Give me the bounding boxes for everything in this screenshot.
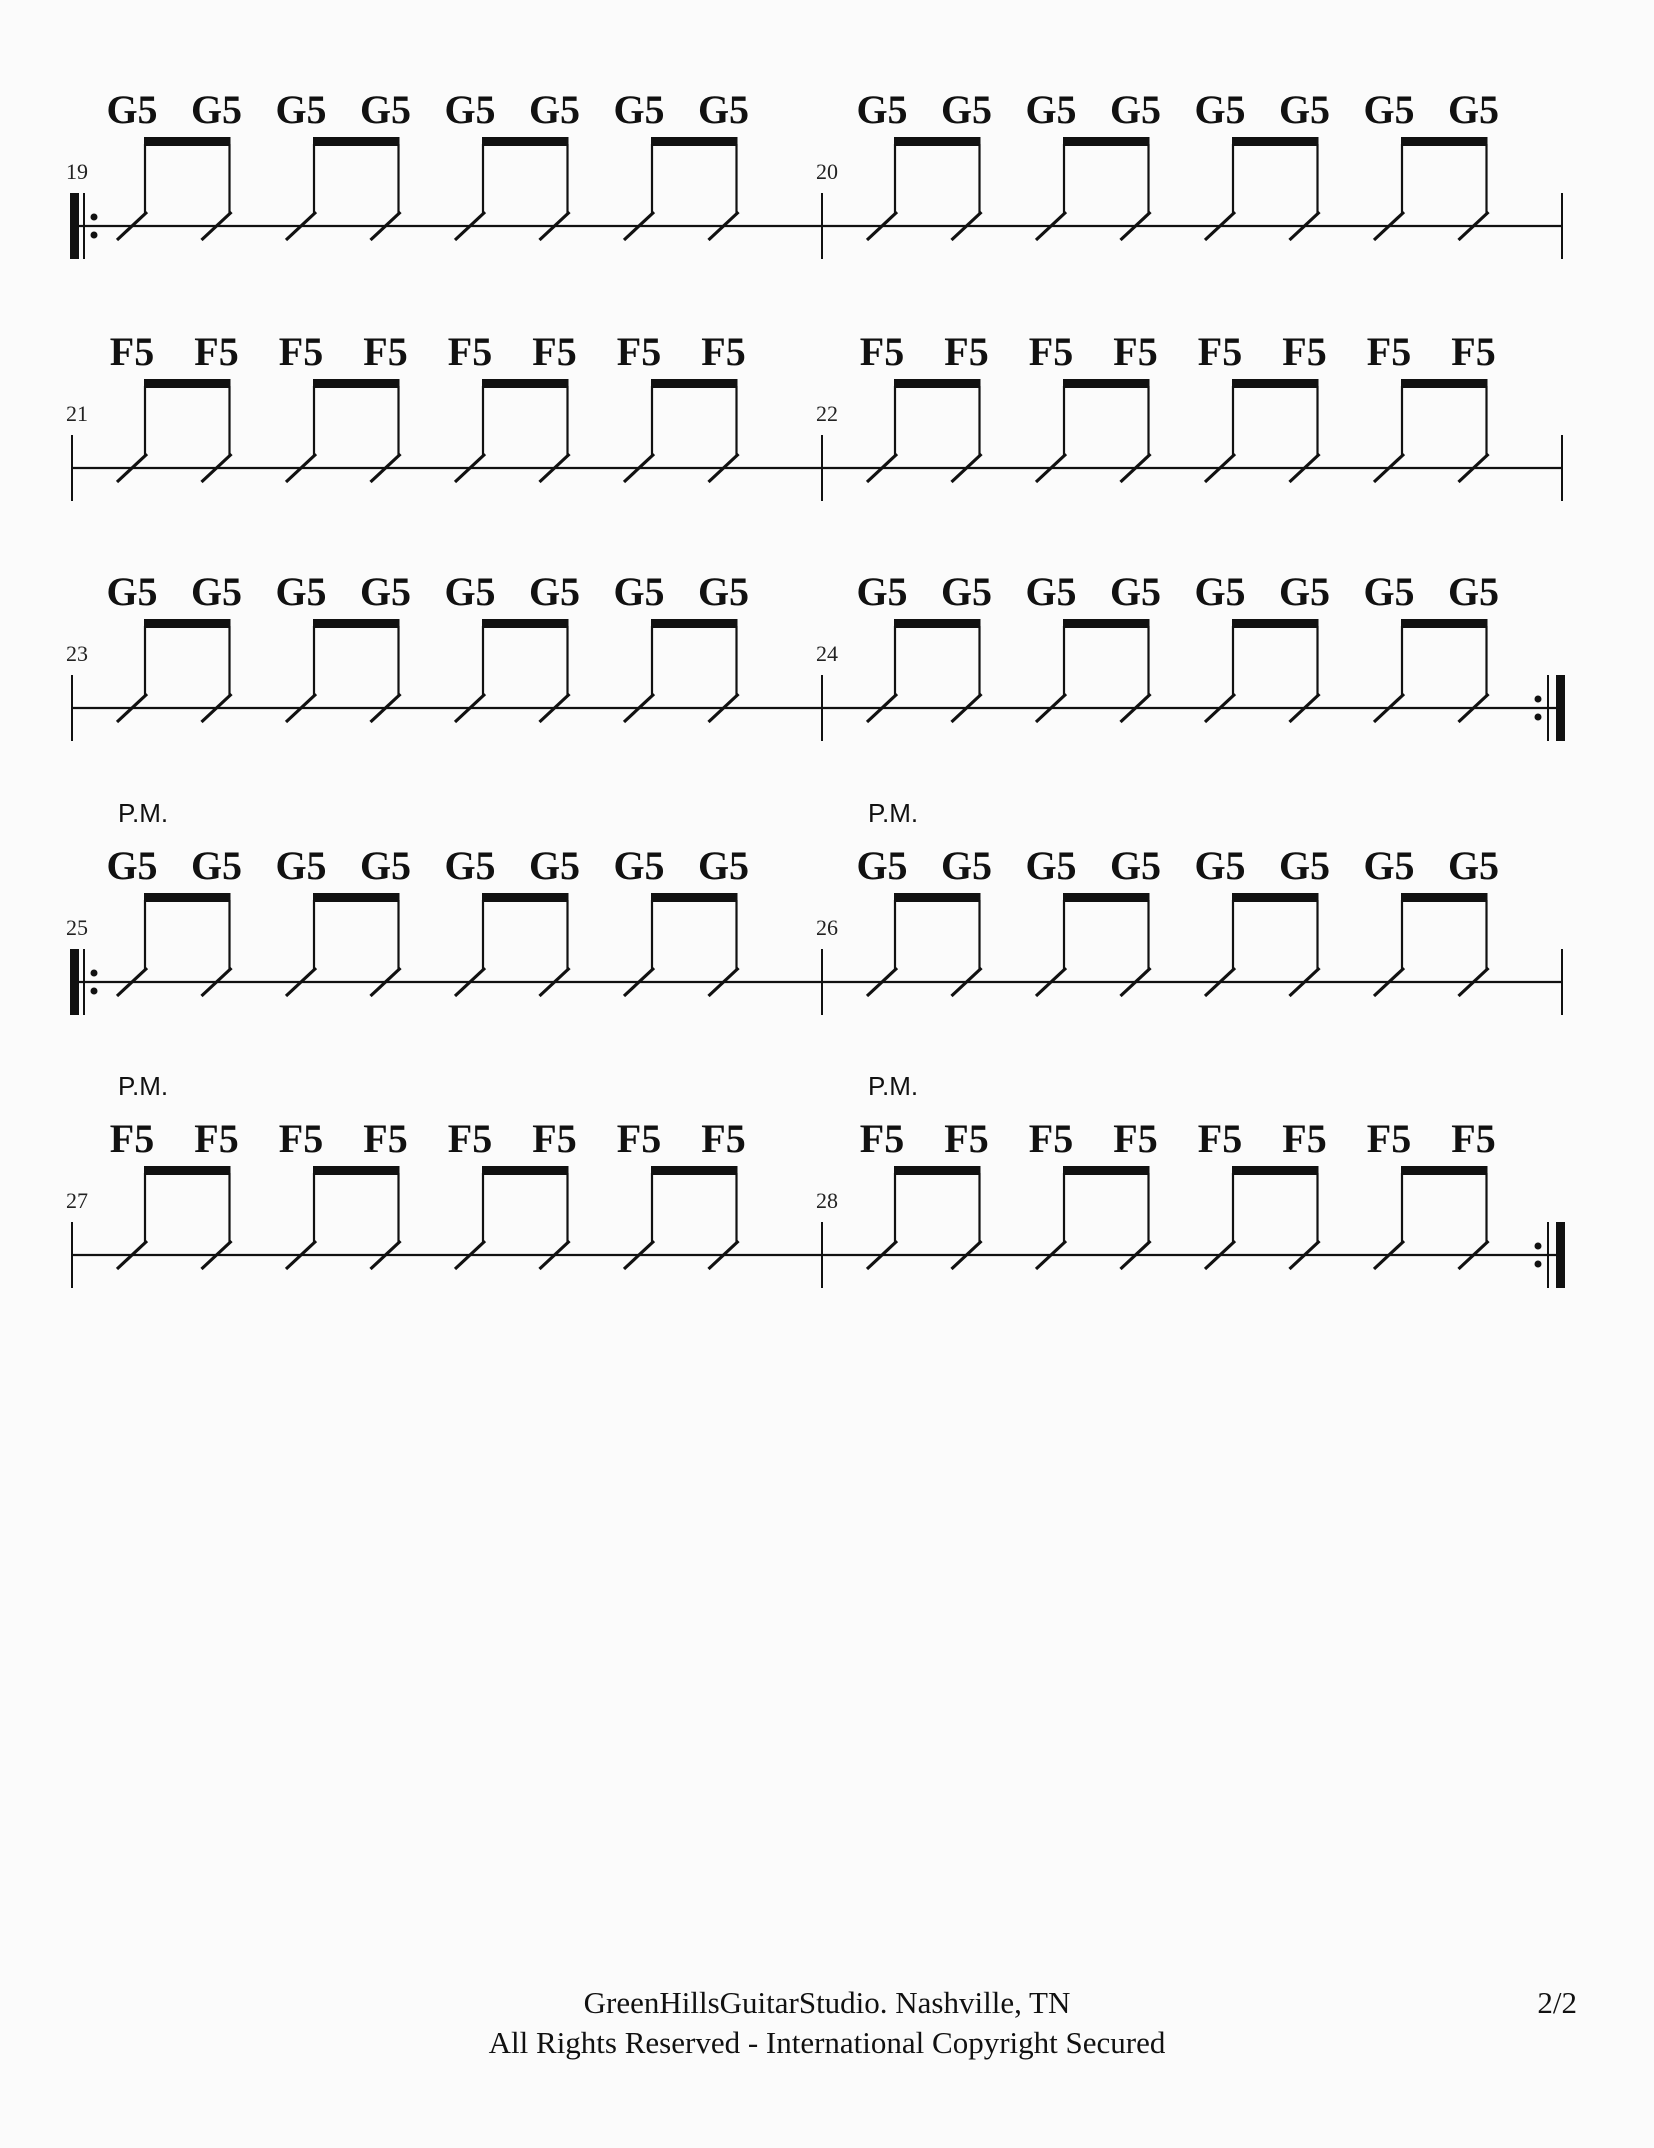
page-number: 2/2 xyxy=(1537,1985,1577,2020)
palm-mute-marking: P.M. xyxy=(868,798,919,828)
eighth-beam xyxy=(1401,379,1488,388)
chord-symbol: G5 xyxy=(1025,87,1077,132)
eighth-beam xyxy=(1063,893,1150,902)
system-4 xyxy=(66,798,1562,1015)
chord-symbol: G5 xyxy=(940,843,993,888)
chord-symbol: F5 xyxy=(447,1116,493,1161)
chord-symbol: G5 xyxy=(444,87,496,132)
measure-number: 20 xyxy=(816,159,838,184)
eighth-beam xyxy=(482,379,569,388)
repeat-dot xyxy=(91,214,98,221)
repeat-start-thick-bar xyxy=(70,193,79,259)
eighth-beam xyxy=(894,893,981,902)
eighth-beam xyxy=(894,1166,981,1175)
system-1 xyxy=(66,87,1562,259)
eighth-beam xyxy=(1232,619,1319,628)
repeat-end-thick-bar xyxy=(1556,675,1565,741)
eighth-beam xyxy=(144,1166,231,1175)
chord-symbol: F5 xyxy=(194,329,239,374)
chord-symbol: G5 xyxy=(106,87,158,132)
chord-symbol: G5 xyxy=(444,569,496,614)
chord-symbol: G5 xyxy=(1447,569,1500,614)
eighth-beam xyxy=(1401,1166,1488,1175)
eighth-beam xyxy=(894,137,981,146)
chord-symbol: F5 xyxy=(1451,329,1496,374)
eighth-beam xyxy=(313,1166,400,1175)
chord-symbol: G5 xyxy=(528,843,581,888)
chord-symbol: F5 xyxy=(278,329,324,374)
chord-symbol: G5 xyxy=(697,87,750,132)
measure-number: 27 xyxy=(66,1188,88,1213)
chord-symbol: G5 xyxy=(1447,87,1500,132)
system-3 xyxy=(66,569,1565,741)
chord-symbol: G5 xyxy=(190,87,243,132)
eighth-beam xyxy=(482,619,569,628)
chord-symbol: G5 xyxy=(1363,569,1415,614)
eighth-beam xyxy=(651,379,738,388)
chord-symbol: F5 xyxy=(859,1116,905,1161)
chord-symbol: F5 xyxy=(109,329,155,374)
repeat-start-thick-bar xyxy=(70,949,79,1015)
chord-symbol: G5 xyxy=(359,843,412,888)
eighth-beam xyxy=(144,137,231,146)
eighth-beam xyxy=(1063,379,1150,388)
measure-number: 19 xyxy=(66,159,88,184)
chord-symbol: G5 xyxy=(697,843,750,888)
chord-symbol: G5 xyxy=(190,843,243,888)
chord-symbol: F5 xyxy=(1366,1116,1412,1161)
eighth-beam xyxy=(651,1166,738,1175)
eighth-beam xyxy=(1232,379,1319,388)
repeat-dot xyxy=(91,232,98,239)
palm-mute-marking: P.M. xyxy=(118,1071,169,1101)
chord-symbol: G5 xyxy=(940,569,993,614)
repeat-dot xyxy=(1535,1261,1542,1268)
repeat-dot xyxy=(1535,696,1542,703)
measure-number: 26 xyxy=(816,915,838,940)
chord-symbol: F5 xyxy=(1282,329,1327,374)
eighth-beam xyxy=(651,619,738,628)
chord-symbol: G5 xyxy=(1447,843,1500,888)
chord-symbol: G5 xyxy=(856,569,908,614)
palm-mute-marking: P.M. xyxy=(118,798,169,828)
chord-symbol: G5 xyxy=(1278,87,1331,132)
chord-symbol: G5 xyxy=(528,87,581,132)
chord-symbol: F5 xyxy=(109,1116,155,1161)
measure-number: 23 xyxy=(66,641,88,666)
chord-symbol: G5 xyxy=(940,87,993,132)
chord-symbol: F5 xyxy=(701,329,746,374)
eighth-beam xyxy=(1232,1166,1319,1175)
chord-symbol: F5 xyxy=(1451,1116,1496,1161)
chord-symbol: G5 xyxy=(1194,569,1246,614)
chord-symbol: F5 xyxy=(1197,1116,1243,1161)
eighth-beam xyxy=(894,379,981,388)
chord-symbol: G5 xyxy=(106,843,158,888)
chord-symbol: F5 xyxy=(194,1116,239,1161)
eighth-beam xyxy=(144,379,231,388)
chord-symbol: G5 xyxy=(613,843,665,888)
eighth-beam xyxy=(1232,137,1319,146)
eighth-beam xyxy=(651,137,738,146)
chord-symbol: G5 xyxy=(1109,843,1162,888)
system-5 xyxy=(66,1071,1565,1288)
repeat-dot xyxy=(91,970,98,977)
eighth-beam xyxy=(1232,893,1319,902)
eighth-beam xyxy=(482,893,569,902)
chord-symbol: F5 xyxy=(363,1116,408,1161)
rhythm-systems xyxy=(66,87,1565,1288)
repeat-dot xyxy=(91,988,98,995)
chord-symbol: F5 xyxy=(859,329,905,374)
chord-symbol: F5 xyxy=(447,329,493,374)
chord-symbol: F5 xyxy=(1113,329,1158,374)
chord-symbol: F5 xyxy=(1028,329,1074,374)
chord-symbol: F5 xyxy=(944,1116,989,1161)
chord-symbol: G5 xyxy=(528,569,581,614)
chord-symbol: G5 xyxy=(697,569,750,614)
chord-symbol: G5 xyxy=(359,569,412,614)
chord-symbol: G5 xyxy=(190,569,243,614)
eighth-beam xyxy=(144,619,231,628)
chord-symbol: G5 xyxy=(1109,569,1162,614)
eighth-beam xyxy=(144,893,231,902)
chord-symbol: F5 xyxy=(1282,1116,1327,1161)
chord-symbol: F5 xyxy=(1197,329,1243,374)
chord-symbol: G5 xyxy=(1025,843,1077,888)
eighth-beam xyxy=(651,893,738,902)
chord-symbol: G5 xyxy=(1109,87,1162,132)
eighth-beam xyxy=(1401,619,1488,628)
eighth-beam xyxy=(1063,619,1150,628)
chord-symbol: G5 xyxy=(275,569,327,614)
chord-symbol: G5 xyxy=(106,569,158,614)
eighth-beam xyxy=(313,619,400,628)
measure-number: 24 xyxy=(816,641,838,666)
chord-symbol: G5 xyxy=(1194,87,1246,132)
chord-symbol: G5 xyxy=(275,87,327,132)
chord-symbol: G5 xyxy=(275,843,327,888)
eighth-beam xyxy=(313,137,400,146)
eighth-beam xyxy=(482,137,569,146)
measure-number: 25 xyxy=(66,915,88,940)
chord-symbol: G5 xyxy=(613,569,665,614)
chord-symbol: F5 xyxy=(1366,329,1412,374)
eighth-beam xyxy=(1401,893,1488,902)
repeat-dot xyxy=(1535,714,1542,721)
system-2 xyxy=(66,329,1562,501)
chord-symbol: F5 xyxy=(944,329,989,374)
chord-symbol: G5 xyxy=(856,843,908,888)
eighth-beam xyxy=(482,1166,569,1175)
eighth-beam xyxy=(1401,137,1488,146)
chord-symbol: F5 xyxy=(532,329,577,374)
eighth-beam xyxy=(1063,1166,1150,1175)
footer-studio-line: GreenHillsGuitarStudio. Nashville, TN xyxy=(583,1985,1071,2020)
measure-number: 28 xyxy=(816,1188,838,1213)
chord-symbol: G5 xyxy=(613,87,665,132)
chord-symbol: F5 xyxy=(1113,1116,1158,1161)
repeat-end-thick-bar xyxy=(1556,1222,1565,1288)
chord-symbol: G5 xyxy=(1025,569,1077,614)
eighth-beam xyxy=(1063,137,1150,146)
chord-symbol: F5 xyxy=(616,329,662,374)
chord-symbol: F5 xyxy=(278,1116,324,1161)
chord-symbol: G5 xyxy=(856,87,908,132)
chord-symbol: G5 xyxy=(1363,843,1415,888)
measure-number: 21 xyxy=(66,401,88,426)
eighth-beam xyxy=(894,619,981,628)
eighth-beam xyxy=(313,379,400,388)
chord-symbol: G5 xyxy=(1278,569,1331,614)
measure-number: 22 xyxy=(816,401,838,426)
chord-symbol: G5 xyxy=(444,843,496,888)
chord-symbol: F5 xyxy=(616,1116,662,1161)
chord-symbol: G5 xyxy=(359,87,412,132)
chord-symbol: G5 xyxy=(1278,843,1331,888)
eighth-beam xyxy=(313,893,400,902)
chord-symbol: F5 xyxy=(532,1116,577,1161)
repeat-dot xyxy=(1535,1243,1542,1250)
chord-symbol: G5 xyxy=(1363,87,1415,132)
footer-copyright-line: All Rights Reserved - International Copyright Secured xyxy=(488,2025,1166,2060)
chord-symbol: G5 xyxy=(1194,843,1246,888)
chord-symbol: F5 xyxy=(1028,1116,1074,1161)
chord-symbol: F5 xyxy=(701,1116,746,1161)
chord-symbol: F5 xyxy=(363,329,408,374)
palm-mute-marking: P.M. xyxy=(868,1071,919,1101)
